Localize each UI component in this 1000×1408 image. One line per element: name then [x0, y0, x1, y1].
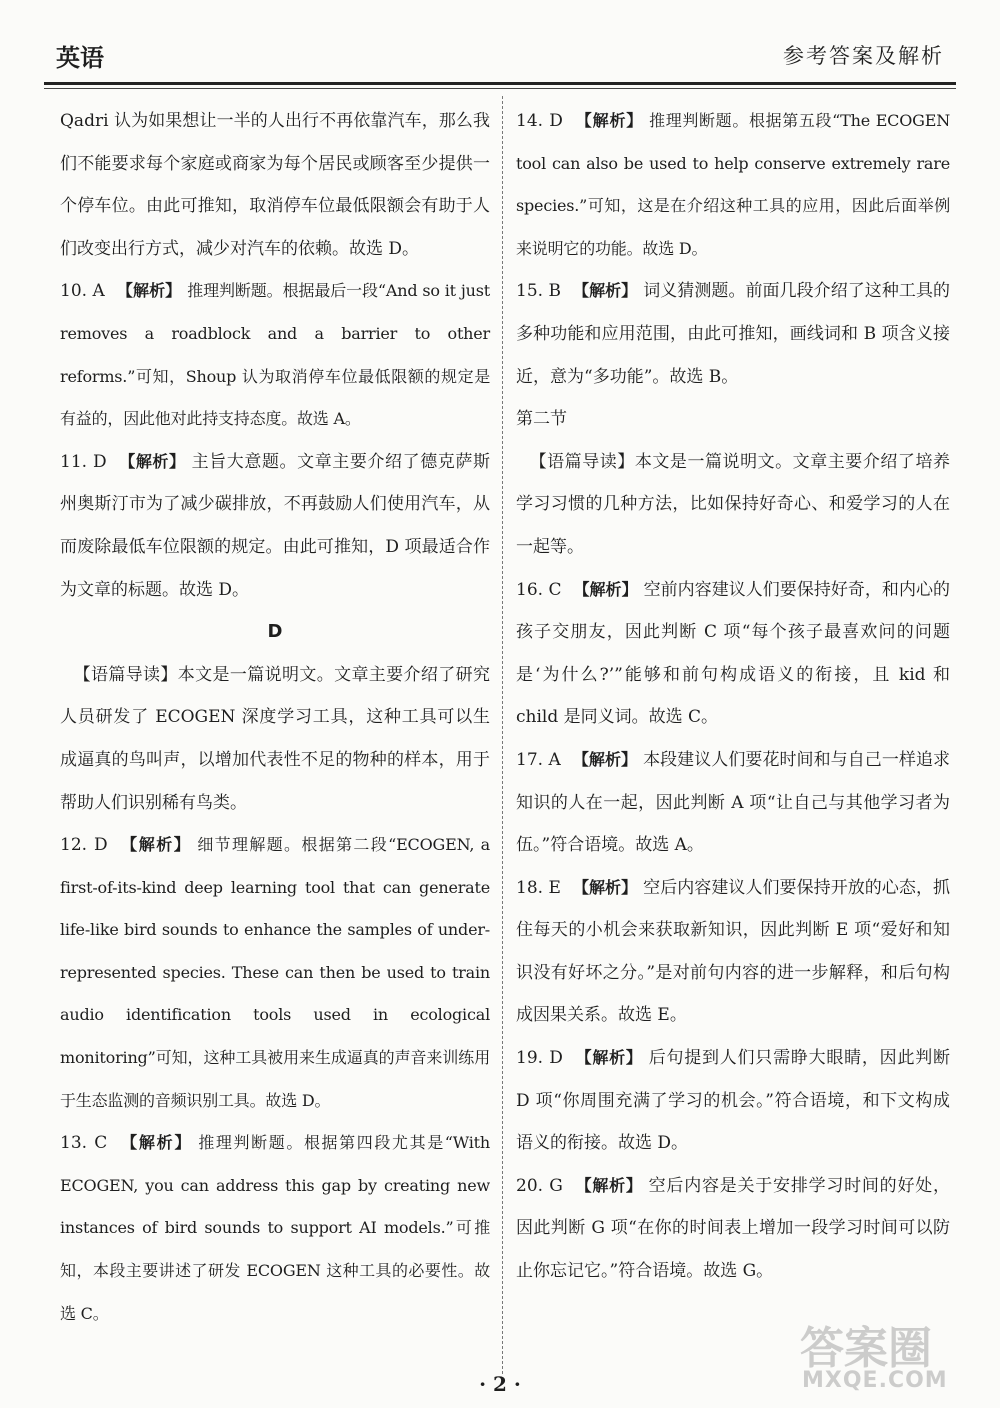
item-text: 词义猜测题。前面几段介绍了这种工具的多种功能和应用范围，由此可推知，画线词和 B 项含义接近，意为“多功能”。故选 B。	[516, 281, 950, 387]
item-text: 本段建议人们要花时间和与自己一样追求知识的人在一起，因此判断 A 项“让自己与其他学习者为伍。”符合语境。故选 A。	[516, 749, 950, 856]
right-column	[516, 100, 950, 1293]
answer-item-15	[516, 270, 950, 398]
header-rule-thin	[44, 88, 956, 89]
item-number: 17. A	[516, 749, 561, 770]
page-header	[56, 38, 944, 78]
item-number: 16. C	[516, 579, 562, 600]
passage-title-d: D	[267, 621, 283, 643]
column-divider	[502, 96, 503, 1374]
item-number: 15. B	[516, 281, 561, 302]
analysis-tag: 【解析】	[572, 749, 638, 769]
answer-item-19	[516, 1037, 950, 1165]
analysis-tag: 【解析】	[118, 451, 186, 471]
page-number: · 2 ·	[479, 1372, 521, 1396]
answer-item-16	[516, 569, 950, 739]
section-label: 参考答案及解析	[783, 44, 944, 68]
item-text: 主旨大意题。文章主要介绍了德克萨斯州奥斯汀市为了减少碳排放，不再鼓励人们使用汽车，从而废除最低车位限额的规定。由此可推知，D 项最适合作为文章的标题。故选 D。	[60, 451, 490, 600]
header-rule-thick	[44, 82, 956, 85]
answer-item-11	[60, 441, 490, 611]
item-text: 推理判断题。根据最后一段“And so it just removes a roadblock and a barrier to other reforms.”可知，Shoup 认为取消停车位最低限额的规定是有益的，因此他对此持支持态度。故选 A。	[60, 281, 490, 429]
item-text: 后句提到人们只需睁大眼睛，因此判断 D 项“你周围充满了学习的机会。”符合语境，和下文构成语义的衔接。故选 D。	[516, 1048, 950, 1154]
answer-item-14	[516, 100, 950, 270]
analysis-tag: 【解析】	[572, 877, 638, 897]
item-number: 20. G	[516, 1175, 563, 1196]
analysis-tag: 【解析】	[119, 835, 192, 855]
item-number: 18. E	[516, 877, 561, 898]
analysis-tag: 【解析】	[573, 579, 638, 599]
analysis-tag: 【解析】	[574, 1175, 643, 1195]
item-text: 空后内容建议人们要保持开放的心态，抓住每天的小机会来获取新知识，因此判断 E 项“爱好和知识没有好坏之分。”是对前句内容的进一步解释，和后句构成因果关系。故选 E。	[516, 877, 950, 1026]
answer-item-20	[516, 1165, 950, 1293]
item-text: 空前内容建议人们要保持好奇，和内心的孩子交朋友，因此判断 C 项“每个孩子最喜欢问的问题是‘为什么?’”能够和前句构成语义的衔接，且 kid 和 child 是同义词。故选 C。	[516, 579, 951, 728]
section-heading: 第二节	[516, 409, 567, 430]
analysis-tag: 【解析】	[119, 1133, 193, 1153]
item-number: 14. D	[516, 111, 563, 131]
site-watermark	[790, 1310, 980, 1400]
answer-item-12	[60, 824, 490, 1122]
analysis-tag: 【解析】	[574, 111, 644, 130]
item-text: 推理判断题。根据第四段尤其是“With ECOGEN, you can address this gap by creating new instances of bird sounds to support AI models.”可推知，本段主要讲述了研发 ECOGEN 这种工具的必要性。故选 C。	[60, 1133, 490, 1323]
passage-guide: 【语篇导读】本文是一篇说明文。文章主要介绍了培养学习习惯的几种方法，比如保持好奇心、和爱学习的人在一起等。	[516, 451, 950, 557]
item-number: 19. D	[516, 1048, 563, 1069]
answer-item-18	[516, 867, 950, 1037]
item-number: 12. D	[60, 835, 108, 856]
analysis-tag: 【解析】	[572, 281, 638, 301]
subject-label: 英语	[56, 43, 104, 72]
left-column	[60, 100, 490, 1335]
continuation-paragraph: Qadri 认为如果想让一半的人出行不再依靠汽车，那么我们不能要求每个家庭或商家为每个居民或顾客至少提供一个停车位。由此可推知，取消停车位最低限额会有助于人们改变出行方式，减少对汽车的依赖。故选 D。	[60, 111, 490, 259]
watermark-url: MXQE.COM	[802, 1368, 948, 1393]
passage-guide: 【语篇导读】本文是一篇说明文。文章主要介绍了研究人员研发了 ECOGEN 深度学习工具，这种工具可以生成逼真的鸟叫声，以增加代表性不足的物种的样本，用于帮助人们识别稀有鸟类。	[60, 664, 490, 813]
answer-item-13	[60, 1122, 490, 1335]
analysis-tag: 【解析】	[116, 281, 182, 301]
item-text: 空后内容是关于安排学习时间的好处，因此判断 G 项“在你的时间表上增加一段学习时间可以防止你忘记它。”符合语境。故选 G。	[516, 1175, 950, 1282]
answer-item-17	[516, 739, 950, 867]
answer-item-10	[60, 270, 490, 440]
watermark-logo-text: 答案圈	[800, 1323, 932, 1374]
item-number: 10. A	[60, 281, 105, 302]
item-number: 13. C	[60, 1133, 108, 1154]
item-number: 11. D	[60, 451, 107, 472]
analysis-tag: 【解析】	[574, 1048, 643, 1068]
item-text: 推理判断题。根据第五段“The ECOGEN tool can also be used to help conserve extremely rare species.”可知，这是在介绍这种工具的应用，因此后面举例来说明它的功能。故选 D。	[516, 111, 950, 258]
item-text: 细节理解题。根据第二段“ECOGEN, a first-of-its-kind deep learning tool that can generate life-like bird sounds to enhance the samples of under-represented species. These can then be used to train audio identification tools used in ecological monitoring”可知，这种工具被用来生成逼真的声音来训练用于生态监测的音频识别工具。故选 D。	[60, 835, 491, 1110]
